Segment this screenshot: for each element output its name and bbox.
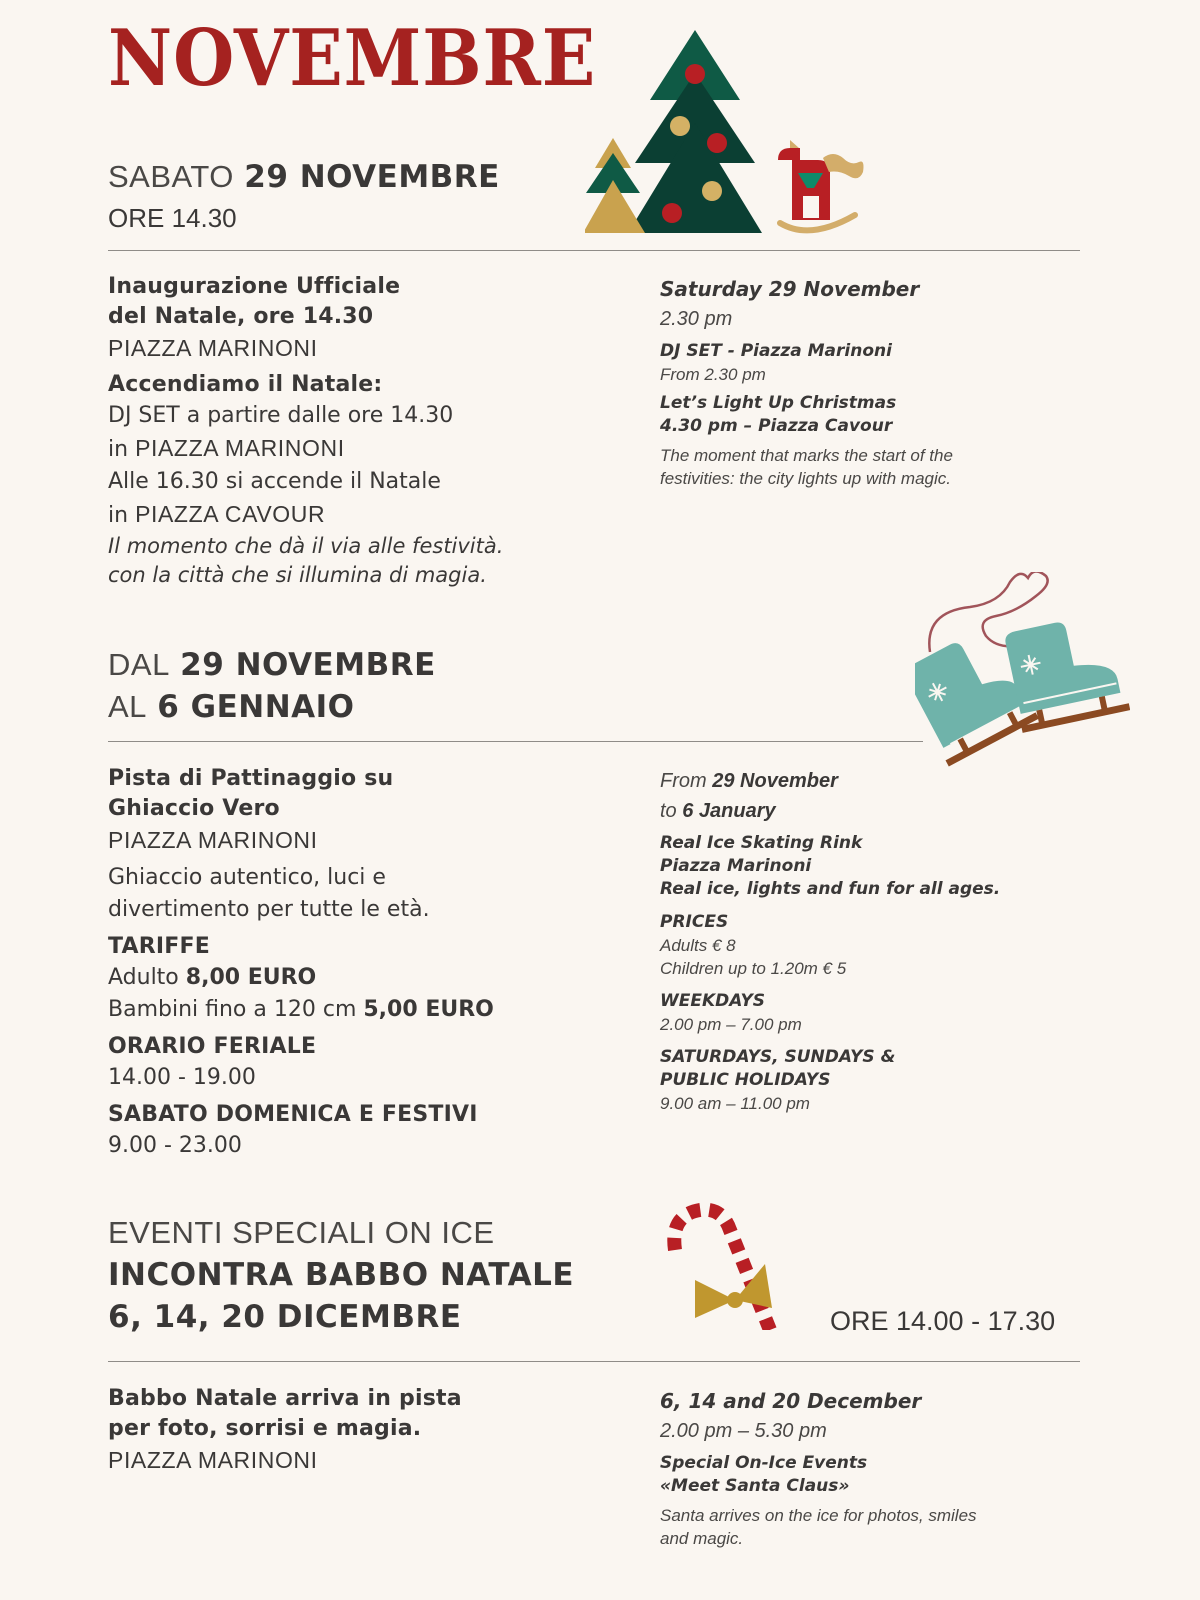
section1-time: ORE 14.30 xyxy=(108,203,237,233)
section1-heading: SABATO 29 NOVEMBRE xyxy=(108,159,500,195)
divider xyxy=(108,250,1080,251)
page-title: NOVEMBRE xyxy=(108,13,597,104)
section2-italian-column: Pista di Pattinaggio su Ghiaccio Vero PIAZZA MARINONI Ghiaccio autentico, luci e divertimento per tutte le età. TARIFFE Adulto 8,00 EURO Bambini fino a 120 cm 5,00 EURO ORARIO FERIALE 14.00 - 19.00 SABATO DOMENICA E FESTIVI 9.00 - 23.00 xyxy=(108,766,494,1158)
christmas-tree-illustration xyxy=(585,28,875,238)
section1-italian-column: Inaugurazione Ufficiale del Natale, ore 14.30 PIAZZA MARINONI Accendiamo il Natale: DJ SET a partire dalle ore 14.30 in PIAZZA MARINONI Alle 16.30 si accende il Natale in PIAZZA CAVOUR Il momento che dà il via alle festività. con la città che si illumina di magia. xyxy=(108,274,504,587)
candy-cane-illustration xyxy=(660,1200,780,1330)
divider xyxy=(108,1361,1080,1362)
section1-english-column: Saturday 29 November 2.30 pm DJ SET - Piazza Marinoni From 2.30 pm Let’s Light Up Christmas 4.30 pm – Piazza Cavour The moment that marks the start of the festivities: the city lights up with magic. xyxy=(660,277,953,488)
section3-italian-column: Babbo Natale arriva in pista per foto, sorrisi e magia. PIAZZA MARINONI xyxy=(108,1386,462,1473)
section3-time: ORE 14.00 - 17.30 xyxy=(830,1306,1056,1336)
section2-heading: DAL 29 NOVEMBRE AL 6 GENNAIO xyxy=(108,647,436,725)
section3-heading: EVENTI SPECIALI ON ICE INCONTRA BABBO NATALE 6, 14, 20 DICEMBRE xyxy=(108,1215,575,1335)
section2-english-column: From 29 November to 6 January Real Ice Skating Rink Piazza Marinoni Real ice, lights and fun for all ages. PRICES Adults € 8 Children up to 1.20m € 5 WEEKDAYS 2.00 pm – 7.00 pm SATURDAYS, SUNDAYS & PUBLIC HOLIDAYS 9.00 am – 11.00 pm xyxy=(660,770,1001,1113)
ice-skates-illustration xyxy=(915,572,1130,782)
section3-english-column: 6, 14 and 20 December 2.00 pm – 5.30 pm Special On-Ice Events «Meet Santa Claus» Santa arrives on the ice for photos, smiles and magic. xyxy=(660,1389,977,1548)
divider xyxy=(108,741,923,742)
